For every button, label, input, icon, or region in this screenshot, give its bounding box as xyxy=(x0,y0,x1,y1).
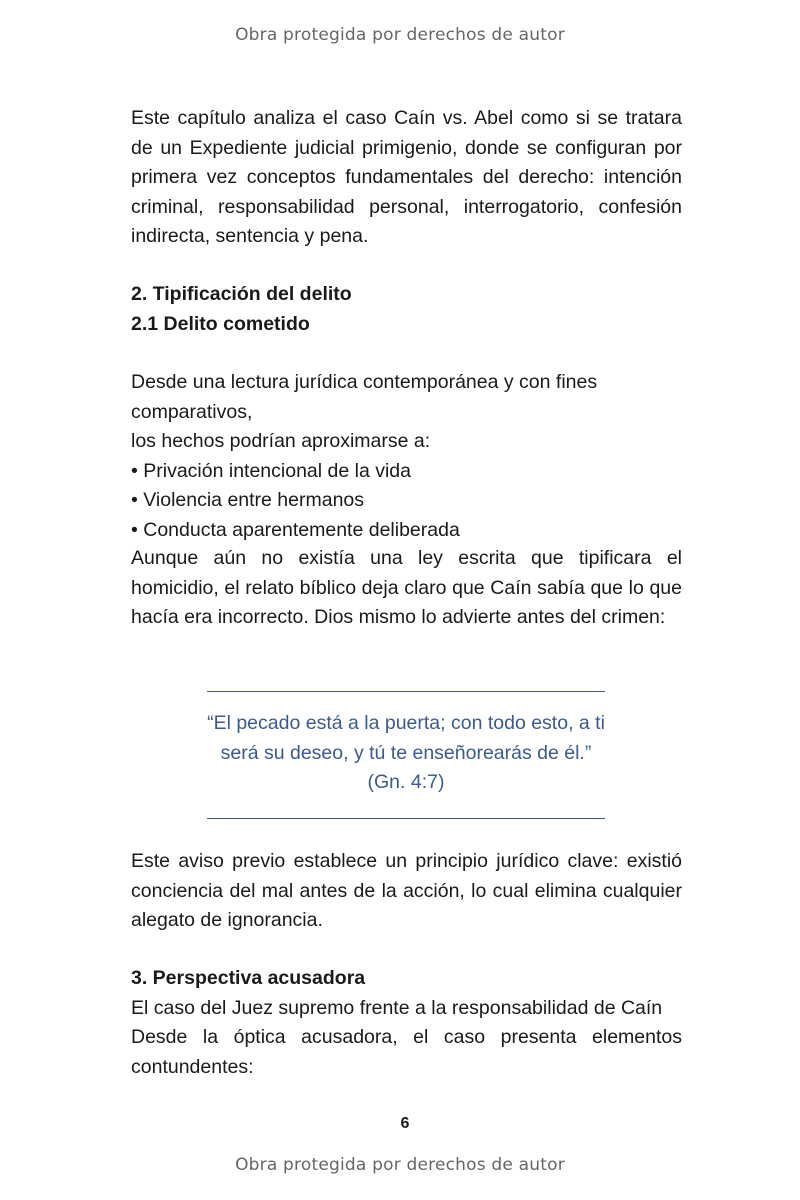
watermark-bottom: Obra protegida por derechos de autor xyxy=(235,1155,565,1175)
intro-section xyxy=(131,104,682,252)
list-item: • Violencia entre hermanos xyxy=(131,489,365,512)
list-item: • Privación intencional de la vida xyxy=(131,459,411,482)
section-2-list xyxy=(131,368,682,546)
section-subtitle: El caso del Juez supremo frente a la responsabilidad de Caín xyxy=(131,996,663,1019)
section-heading: 2. Tipificación del delito xyxy=(131,283,352,305)
list-lead-line: los hechos podrían aproximarse a: xyxy=(131,430,431,453)
after-quote-section xyxy=(131,847,682,936)
section-heading: 3. Perspectiva acusadora xyxy=(131,967,366,989)
body-paragraph: Este aviso previo establece un principio jurídico clave: existió conciencia del mal antes de la acción, lo cual elimina cualquier alegato de ignorancia. xyxy=(131,850,682,932)
section-3 xyxy=(131,964,682,1082)
quote-text: “El pecado está a la puerta; con todo esto, a ti será su deseo, y tú te enseñorearás de él.” (Gn. 4:7) xyxy=(207,712,605,794)
subsection-heading: 2.1 Delito cometido xyxy=(131,312,310,335)
body-paragraph: Desde la óptica acusadora, el caso presenta elementos contundentes: xyxy=(131,1026,682,1078)
block-quote xyxy=(207,691,605,819)
bullet-list xyxy=(131,457,682,546)
list-item: • Conducta aparentemente deliberada xyxy=(131,518,460,541)
list-lead-line: Desde una lectura jurídica contemporánea y con fines comparativos, xyxy=(131,371,598,423)
page-number: 6 xyxy=(400,1115,410,1132)
section-2-paragraph xyxy=(131,544,682,633)
intro-paragraph: Este capítulo analiza el caso Caín vs. Abel como si se tratara de un Expediente judicial primigenio, donde se configuran por primera vez conceptos fundamentales del derecho: intención criminal, responsabilidad personal, interrogatorio, confesión indirecta, sentencia y pena. xyxy=(131,107,682,248)
watermark-top: Obra protegida por derechos de autor xyxy=(235,25,565,45)
section-2-headings xyxy=(131,280,682,339)
body-paragraph: Aunque aún no existía una ley escrita que tipificara el homicidio, el relato bíblico deja claro que Caín sabía que lo que hacía era incorrecto. Dios mismo lo advierte antes del crimen: xyxy=(131,547,682,629)
